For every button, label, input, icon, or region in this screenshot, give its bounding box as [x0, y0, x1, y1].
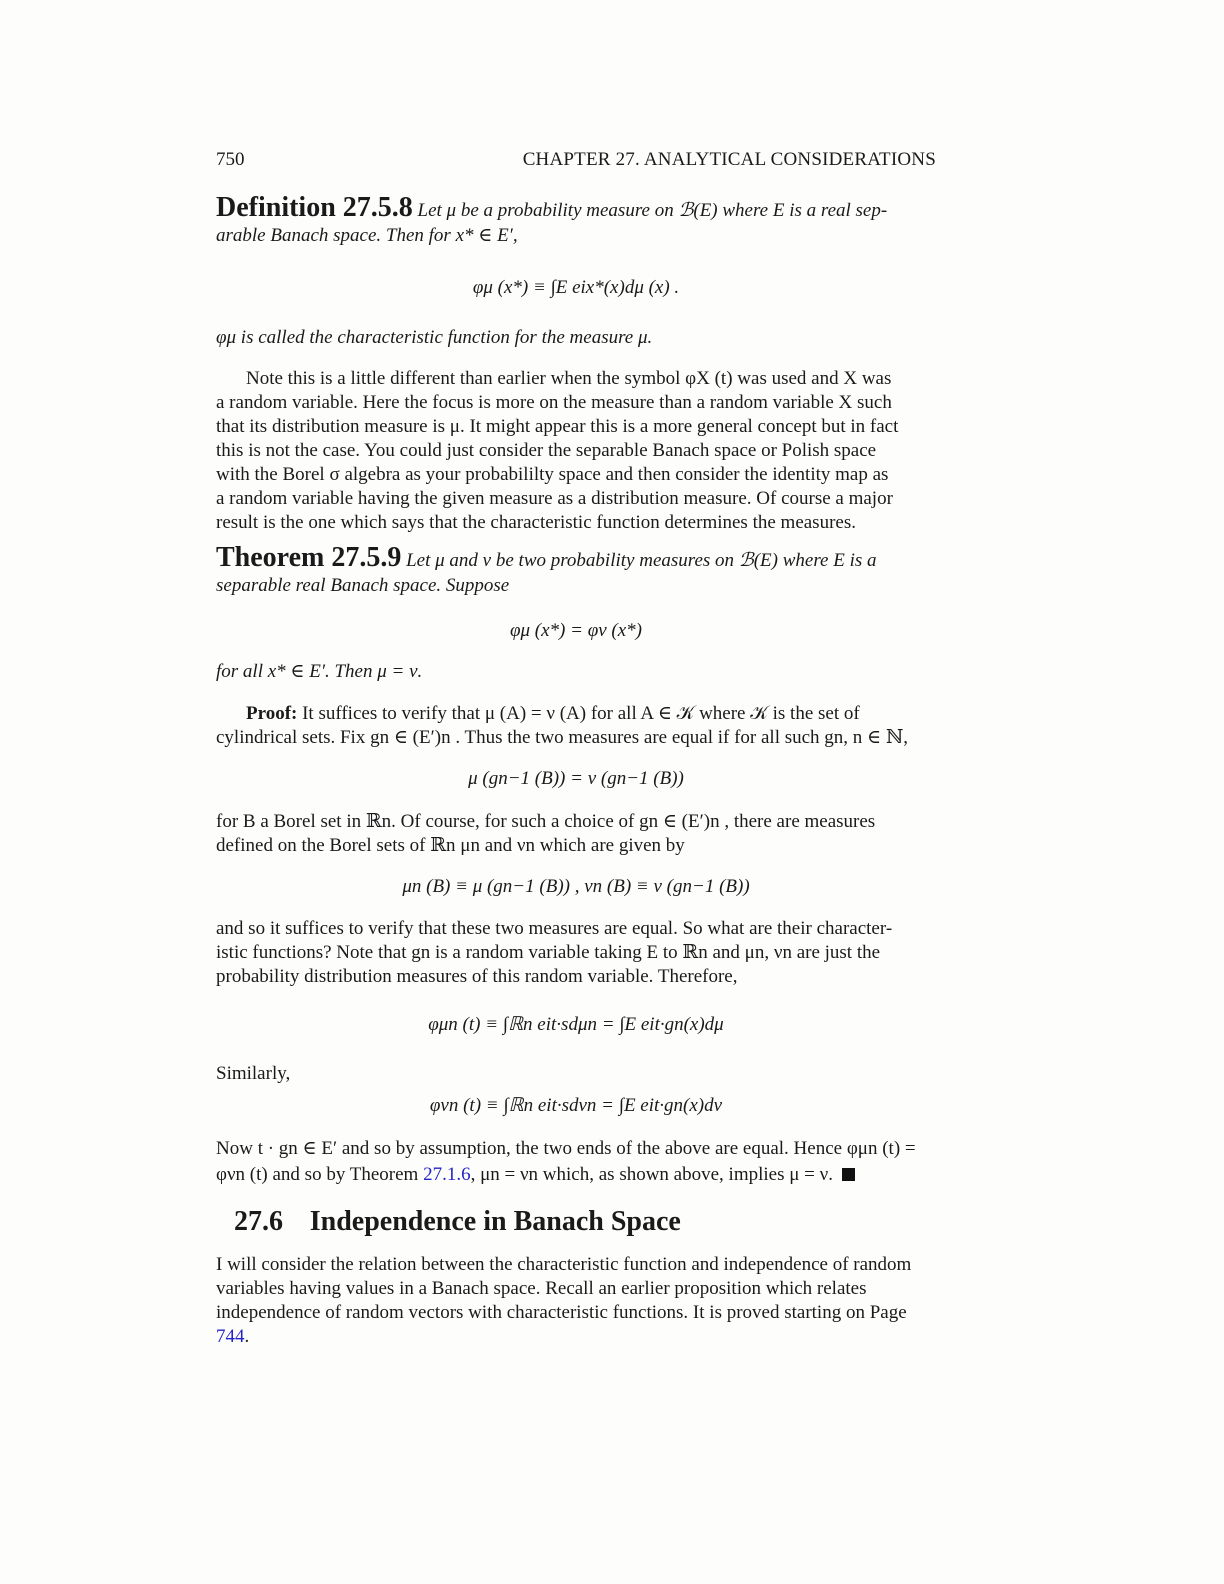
section-line: I will consider the relation between the characteristic function and independence of random — [216, 1254, 912, 1275]
proof-label: Proof: — [246, 703, 298, 724]
note-line: a random variable having the given measure as a distribution measure. Of course a major — [216, 488, 893, 509]
note-line: that its distribution measure is μ. It might appear this is a more general concept but in fact — [216, 416, 899, 437]
section-paragraph — [216, 1253, 936, 1349]
note-line: this is not the case. You could just consider the separable Banach space or Polish space — [216, 440, 877, 461]
theorem-after: for all x* ∈ E′. Then μ = ν. — [216, 661, 423, 682]
note-line: result is the one which says that the characteristic function determines the measures. — [216, 512, 856, 533]
section-title: Independence in Banach Space — [309, 1206, 681, 1237]
definition-statement-line1: Let μ be a probability measure on ℬ(E) where E is a real sep- — [417, 200, 888, 221]
theorem-block — [216, 542, 936, 598]
proof-line3: for B a Borel set in ℝn. Of course, for such a choice of gn ∈ (E′)n , there are measures — [216, 811, 876, 832]
proof-equation-4: φνn (t) ≡ ∫ℝn eit·sdνn = ∫E eit·gn(x)dν — [429, 1095, 723, 1116]
proof-block-2 — [216, 810, 936, 858]
proof-line6: istic functions? Note that gn is a random variable taking E to ℝn and μn, νn are just the — [216, 942, 881, 963]
section-heading — [216, 1206, 936, 1244]
section-line: variables having values in a Banach space. Recall an earlier proposition which relates — [216, 1278, 867, 1299]
proof-equation-1: μ (gn−1 (B)) = ν (gn−1 (B)) — [468, 768, 684, 789]
definition-equation: φμ (x*) ≡ ∫E eix*(x)dμ (x) . — [472, 277, 680, 298]
section-number: 27.6 — [234, 1206, 283, 1237]
proof-equation-3: φμn (t) ≡ ∫ℝn eit·sdμn = ∫E eit·gn(x)dμ — [428, 1014, 724, 1035]
note-paragraph — [216, 367, 936, 535]
proof-block — [216, 702, 936, 750]
proof-block-4 — [216, 1137, 936, 1187]
proof-block-3 — [216, 917, 936, 989]
proof-line5: and so it suffices to verify that these two measures are equal. So what are their character- — [216, 918, 893, 939]
proof-line9-pre: φνn (t) and so by Theorem — [216, 1164, 419, 1185]
proof-line7: probability distribution measures of this random variable. Therefore, — [216, 966, 738, 987]
proof-line4: defined on the Borel sets of ℝn μn and νn which are given by — [216, 835, 685, 856]
section-line: independence of random vectors with characteristic functions. It is proved starting on Page — [216, 1302, 907, 1323]
proof-line9-post: , μn = νn which, as shown above, implies μ = ν. — [470, 1164, 833, 1185]
theorem-equation: φμ (x*) = φν (x*) — [510, 620, 642, 641]
note-line: Note this is a little different than earlier when the symbol φX (t) was used and X was — [246, 368, 892, 389]
page-link-suffix: . — [244, 1326, 250, 1347]
proof-line2: cylindrical sets. Fix gn ∈ (E′)n . Thus the two measures are equal if for all such gn, n ∈ ℕ, — [216, 727, 908, 748]
page-number: 750 — [216, 149, 245, 170]
chapter-title: CHAPTER 27. ANALYTICAL CONSIDERATIONS — [522, 149, 936, 170]
proof-line8: Now t · gn ∈ E′ and so by assumption, the two ends of the above are equal. Hence φμn (t) = — [216, 1138, 916, 1159]
theorem-statement-line1: Let μ and ν be two probability measures on ℬ(E) where E is a — [406, 550, 877, 571]
definition-statement-line2: arable Banach space. Then for x* ∈ E′, — [216, 225, 518, 246]
definition-block — [216, 192, 936, 248]
definition-after: φμ is called the characteristic function for the measure μ. — [216, 327, 653, 348]
note-line: a random variable. Here the focus is more on the measure than a random variable X such — [216, 392, 892, 413]
running-header — [216, 148, 936, 172]
theorem-link[interactable]: 27.1.6 — [423, 1164, 471, 1185]
definition-label: Definition 27.5.8 — [216, 192, 413, 223]
proof-line1: It suffices to verify that μ (A) = ν (A) for all A ∈ 𝒦 where 𝒦 is the set of — [302, 703, 860, 724]
page-link[interactable]: 744 — [216, 1326, 245, 1347]
proof-equation-2: μn (B) ≡ μ (gn−1 (B)) , νn (B) ≡ ν (gn−1 (B)) — [402, 876, 750, 897]
theorem-statement-line2: separable real Banach space. Suppose — [216, 575, 510, 596]
proof-similarly: Similarly, — [216, 1063, 291, 1084]
qed-square-icon — [842, 1168, 855, 1181]
note-line: with the Borel σ algebra as your probabililty space and then consider the identity map as — [216, 464, 889, 485]
theorem-label: Theorem 27.5.9 — [216, 542, 402, 573]
